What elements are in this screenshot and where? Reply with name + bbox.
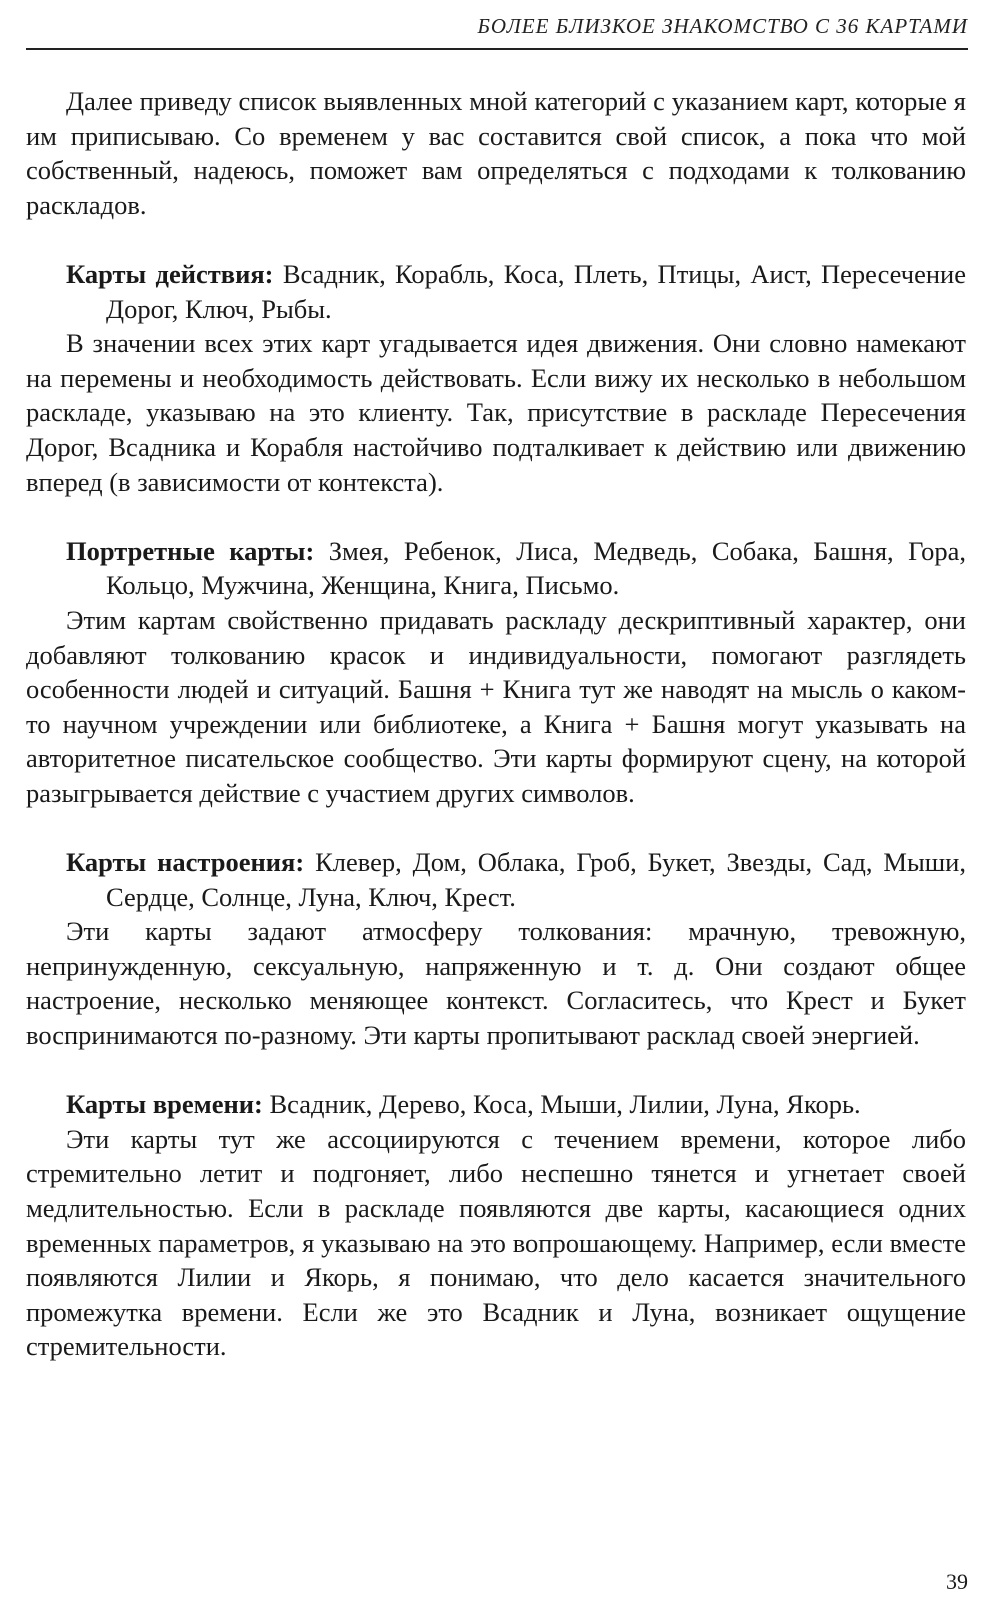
section-action-cards: [26, 257, 966, 499]
category-cards: Всадник, Дерево, Коса, Мыши, Лилии, Луна, Якорь.: [269, 1089, 861, 1120]
running-head: БОЛЕЕ БЛИЗКОЕ ЗНАКОМСТВО С 36 КАРТАМИ: [477, 14, 968, 38]
section-mood-cards: [26, 845, 966, 1053]
category-line: [26, 845, 966, 914]
category-cards: Клевер, Дом, Облака, Гроб, Букет, Звезды, Сад, Мыши, Сердце, Солнце, Луна, Ключ, Крест.: [106, 847, 966, 912]
body-text: [26, 84, 966, 1364]
category-cards: Змея, Ребенок, Лиса, Медведь, Собака, Башня, Гора, Кольцо, Мужчина, Женщина, Книга, Письмо.: [106, 535, 967, 601]
category-title: Карты действия:: [66, 258, 274, 289]
category-title: Портретные карты:: [66, 535, 315, 566]
section-portrait-cards: [26, 534, 966, 811]
category-line: [26, 534, 966, 603]
category-title: Карты времени:: [66, 1089, 263, 1120]
category-paragraph: Этим картам свойственно придавать раскладу дескриптивный характер, они добавляют толкованию красок и индивидуальности, помогают разглядеть особенности людей и ситуаций. Башня + Книга тут же наводят на мысль о каком-то научном учреждении или библиотеке, а Книга + Башня могут указывать на авторитетное писательское сообщество. Эти карты формируют сцену, на которой разыгрывается действие с участием других символов.: [26, 604, 966, 808]
category-paragraph: В значении всех этих карт угадывается идея движения. Они словно намекают на перемены и необходимость действовать. Если вижу их несколько в небольшом раскладе, указываю на это клиенту. Так, присутствие в раскладе Пересечения Дорог, Всадника и Корабля настойчиво подталкивает к действию или движению вперед (в зависимости от контекста).: [26, 328, 966, 497]
category-paragraph: Эти карты тут же ассоциируются с течением времени, которое либо стремительно летит и подгоняет, либо неспешно тянется и угнетает своей медлительностью. Если в раскладе появляются две карты, касающиеся одних временных параметров, я указываю на это вопрошающему. Например, если вместе появляются Лилии и Якорь, я понимаю, что дело касается значительного промежутка времени. Если же это Всадник и Луна, возникает ощущение стремительности.: [26, 1123, 966, 1362]
section-time-cards: [26, 1087, 966, 1364]
page-number: 39: [946, 1569, 968, 1594]
category-paragraph: Эти карты задают атмосферу толкования: мрачную, тревожную, непринужденную, сексуальную, напряженную и т. д. Они создают общее настроение, несколько меняющее контекст. Согласитесь, что Крест и Букет воспринимаются по-разному. Эти карты пропитывают расклад своей энергией.: [26, 916, 966, 1051]
category-title: Карты настроения:: [66, 847, 305, 878]
category-line: [26, 1087, 966, 1122]
category-cards: Всадник, Корабль, Коса, Плеть, Птицы, Аист, Пересечение Дорог, Ключ, Рыбы.: [106, 258, 966, 324]
header-rule: [26, 48, 968, 50]
category-line: [26, 257, 966, 326]
intro-paragraph: Далее приведу список выявленных мной категорий с указанием карт, которые я им приписываю. Со временем у вас составится свой список, а пока что мой собственный, надеюсь, поможет вам определяться с подходами к толкованию раскладов.: [26, 86, 966, 220]
